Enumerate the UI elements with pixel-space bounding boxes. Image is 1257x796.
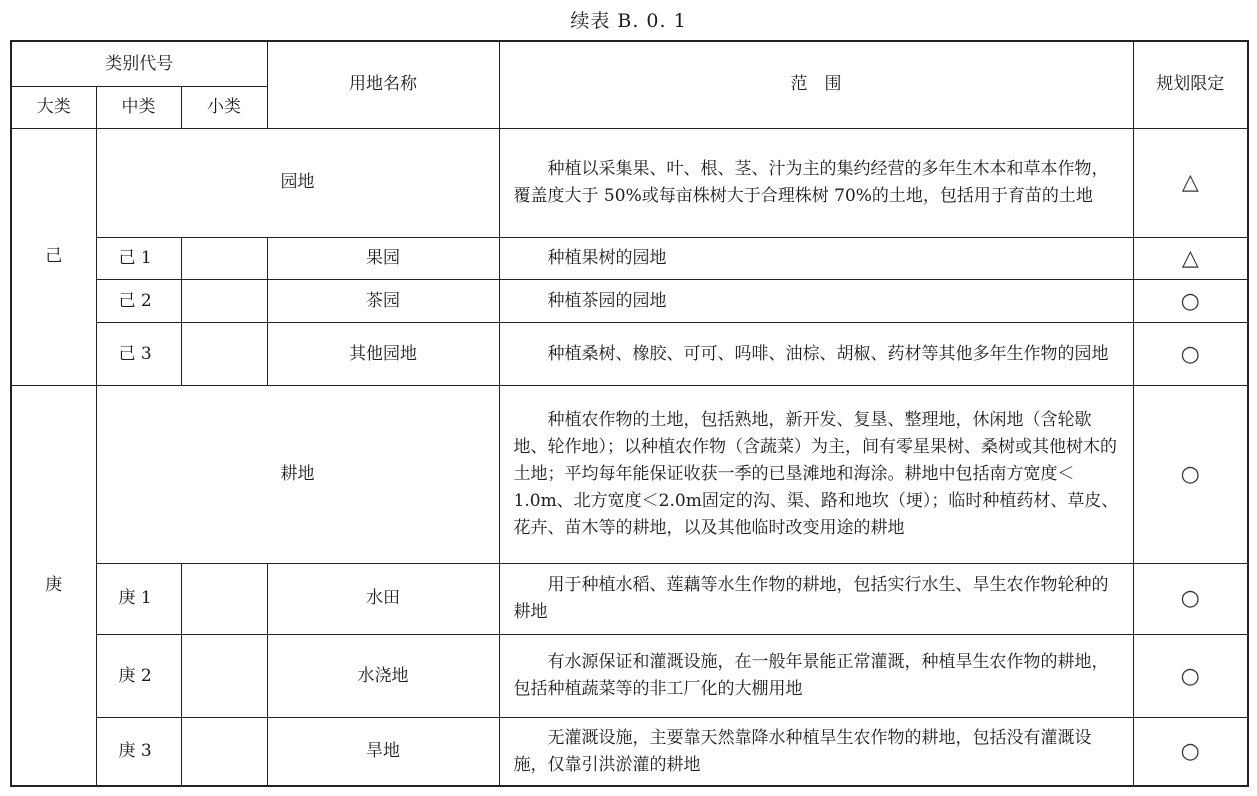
table-row xyxy=(11,718,1248,786)
table-caption: 续表 B. 0. 1 xyxy=(570,10,687,32)
scope-text: 种植茶园的园地 xyxy=(499,280,1133,323)
limit-mark: ○ xyxy=(1133,323,1248,386)
major-code: 己 xyxy=(11,128,96,385)
scope-text: 种植农作物的土地，包括熟地，新开发、复垦、整理地，休闲地（含轮歇地、轮作地）；以种植农作物（含蔬菜）为主，间有零星果树、桑树或其他树木的土地；平均每年能保证收获一季的已垦滩地和海涂。耕地中包括南方宽度＜1.0m、北方宽度＜2.0m固定的沟、渠、路和地坎（埂）；临时种植药材、草皮、花卉、苗木等的耕地，以及其他临时改变用途的耕地 xyxy=(499,386,1133,564)
land-name: 茶园 xyxy=(267,280,499,323)
middle-code: 己 2 xyxy=(96,280,181,323)
land-name: 耕地 xyxy=(96,386,499,564)
table-row xyxy=(11,280,1248,323)
middle-code: 己 3 xyxy=(96,323,181,386)
minor-code xyxy=(181,323,267,386)
table-row xyxy=(11,635,1248,718)
land-use-table xyxy=(10,40,1249,787)
middle-code: 庚 3 xyxy=(96,718,181,786)
header-major: 大类 xyxy=(11,87,96,129)
scope-text: 种植果树的园地 xyxy=(499,237,1133,280)
major-code: 庚 xyxy=(11,386,96,786)
limit-mark: △ xyxy=(1133,237,1248,280)
land-name: 水田 xyxy=(267,563,499,634)
land-name: 园地 xyxy=(96,128,499,237)
table-row xyxy=(11,237,1248,280)
land-name: 水浇地 xyxy=(267,635,499,718)
limit-mark: ○ xyxy=(1133,280,1248,323)
table-row xyxy=(11,386,1248,564)
scope-text: 种植以采集果、叶、根、茎、汁为主的集约经营的多年生木本和草本作物，覆盖度大于 50%或每亩株树大于合理株树 70%的土地，包括用于育苗的土地 xyxy=(499,128,1133,237)
scope-text: 用于种植水稻、莲藕等水生作物的耕地，包括实行水生、旱生农作物轮种的耕地 xyxy=(499,563,1133,634)
table-row xyxy=(11,563,1248,634)
table-row xyxy=(11,323,1248,386)
minor-code xyxy=(181,718,267,786)
land-name: 其他园地 xyxy=(267,323,499,386)
header-minor: 小类 xyxy=(181,87,267,129)
land-name: 旱地 xyxy=(267,718,499,786)
scope-text: 种植桑树、橡胶、可可、吗啡、油棕、胡椒、药材等其他多年生作物的园地 xyxy=(499,323,1133,386)
middle-code: 庚 1 xyxy=(96,563,181,634)
header-scope: 范 围 xyxy=(499,41,1133,128)
limit-mark: ○ xyxy=(1133,386,1248,564)
limit-mark: △ xyxy=(1133,128,1248,237)
limit-mark: ○ xyxy=(1133,563,1248,634)
table-row xyxy=(11,128,1248,237)
header-land-name: 用地名称 xyxy=(267,41,499,128)
middle-code: 庚 2 xyxy=(96,635,181,718)
minor-code xyxy=(181,563,267,634)
minor-code xyxy=(181,237,267,280)
scope-text: 有水源保证和灌溉设施，在一般年景能正常灌溉，种植旱生农作物的耕地，包括种植蔬菜等的非工厂化的大棚用地 xyxy=(499,635,1133,718)
limit-mark: ○ xyxy=(1133,635,1248,718)
header-limit: 规划限定 xyxy=(1133,41,1248,128)
header-category-code: 类别代号 xyxy=(11,41,267,87)
minor-code xyxy=(181,635,267,718)
land-name: 果园 xyxy=(267,237,499,280)
limit-mark: ○ xyxy=(1133,718,1248,786)
header-middle: 中类 xyxy=(96,87,181,129)
minor-code xyxy=(181,280,267,323)
scope-text: 无灌溉设施，主要靠天然靠降水种植旱生农作物的耕地，包括没有灌溉设施，仅靠引洪淤灌的耕地 xyxy=(499,718,1133,786)
middle-code: 己 1 xyxy=(96,237,181,280)
